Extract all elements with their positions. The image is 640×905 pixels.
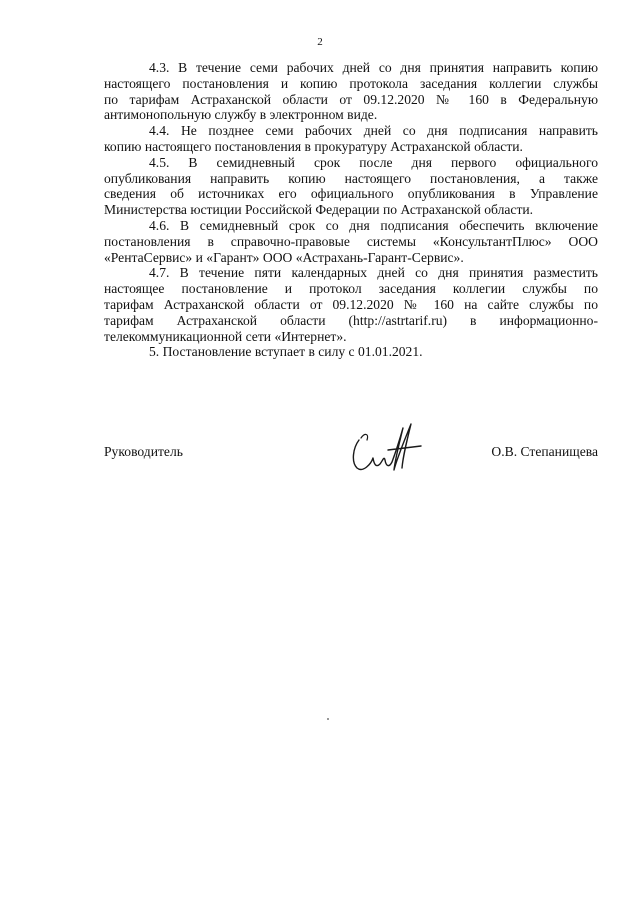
text-line: опубликования направить копию настоящего постановления, а также [104,170,598,186]
text-line: 5. Постановление вступает в силу с 01.01.2021. [149,344,423,360]
text-line: копию настоящего постановления в прокуратуру Астраханской области. [104,138,523,154]
text-line: «РентаСервис» и «Гарант» ООО «Астрахань-Гарант-Сервис». [104,249,464,265]
text-line: настоящее постановление и протокол заседания коллегии службы по [104,281,598,297]
signature-block [104,444,598,462]
scan-speck [327,718,329,720]
text-line: 4.7. В течение пяти календарных дней со дня принятия разместить [149,265,598,281]
text-line: по тарифам Астраханской области от 09.12.2020 № 160 в Федеральную [104,91,598,107]
text-line: 4.6. В семидневный срок со дня подписания обеспечить включение [149,217,598,233]
text-line: настоящего постановления и копию протокола заседания коллегии службы [104,75,598,91]
text-line: сведения об источниках его официального опубликования в Управление [104,186,598,202]
page-number: 2 [317,36,323,48]
text-line: тарифам Астраханской области (http://astrtarif.ru) в информационно- [104,312,598,328]
text-line: постановления в справочно-правовые системы «КонсультантПлюс» ООО [104,233,598,249]
text-line: 4.4. Не позднее семи рабочих дней со дня подписания направить [149,123,598,139]
text-line: тарифам Астраханской области от 09.12.2020 № 160 на сайте службы по [104,296,598,312]
text-line: телекоммуникационной сети «Интернет». [104,328,347,344]
text-line: 4.3. В течение семи рабочих дней со дня принятия направить копию [149,60,598,75]
signatory-name: О.В. Степанищева [491,444,598,459]
signatory-role: Руководитель [104,444,183,459]
text-line: антимонопольную службу в электронном виде. [104,107,378,123]
text-line: Министерства юстиции Российской Федерации по Астраханской области. [104,202,534,218]
document-body [104,60,598,360]
text-line: 4.5. В семидневный срок после дня первого официального [149,154,598,170]
